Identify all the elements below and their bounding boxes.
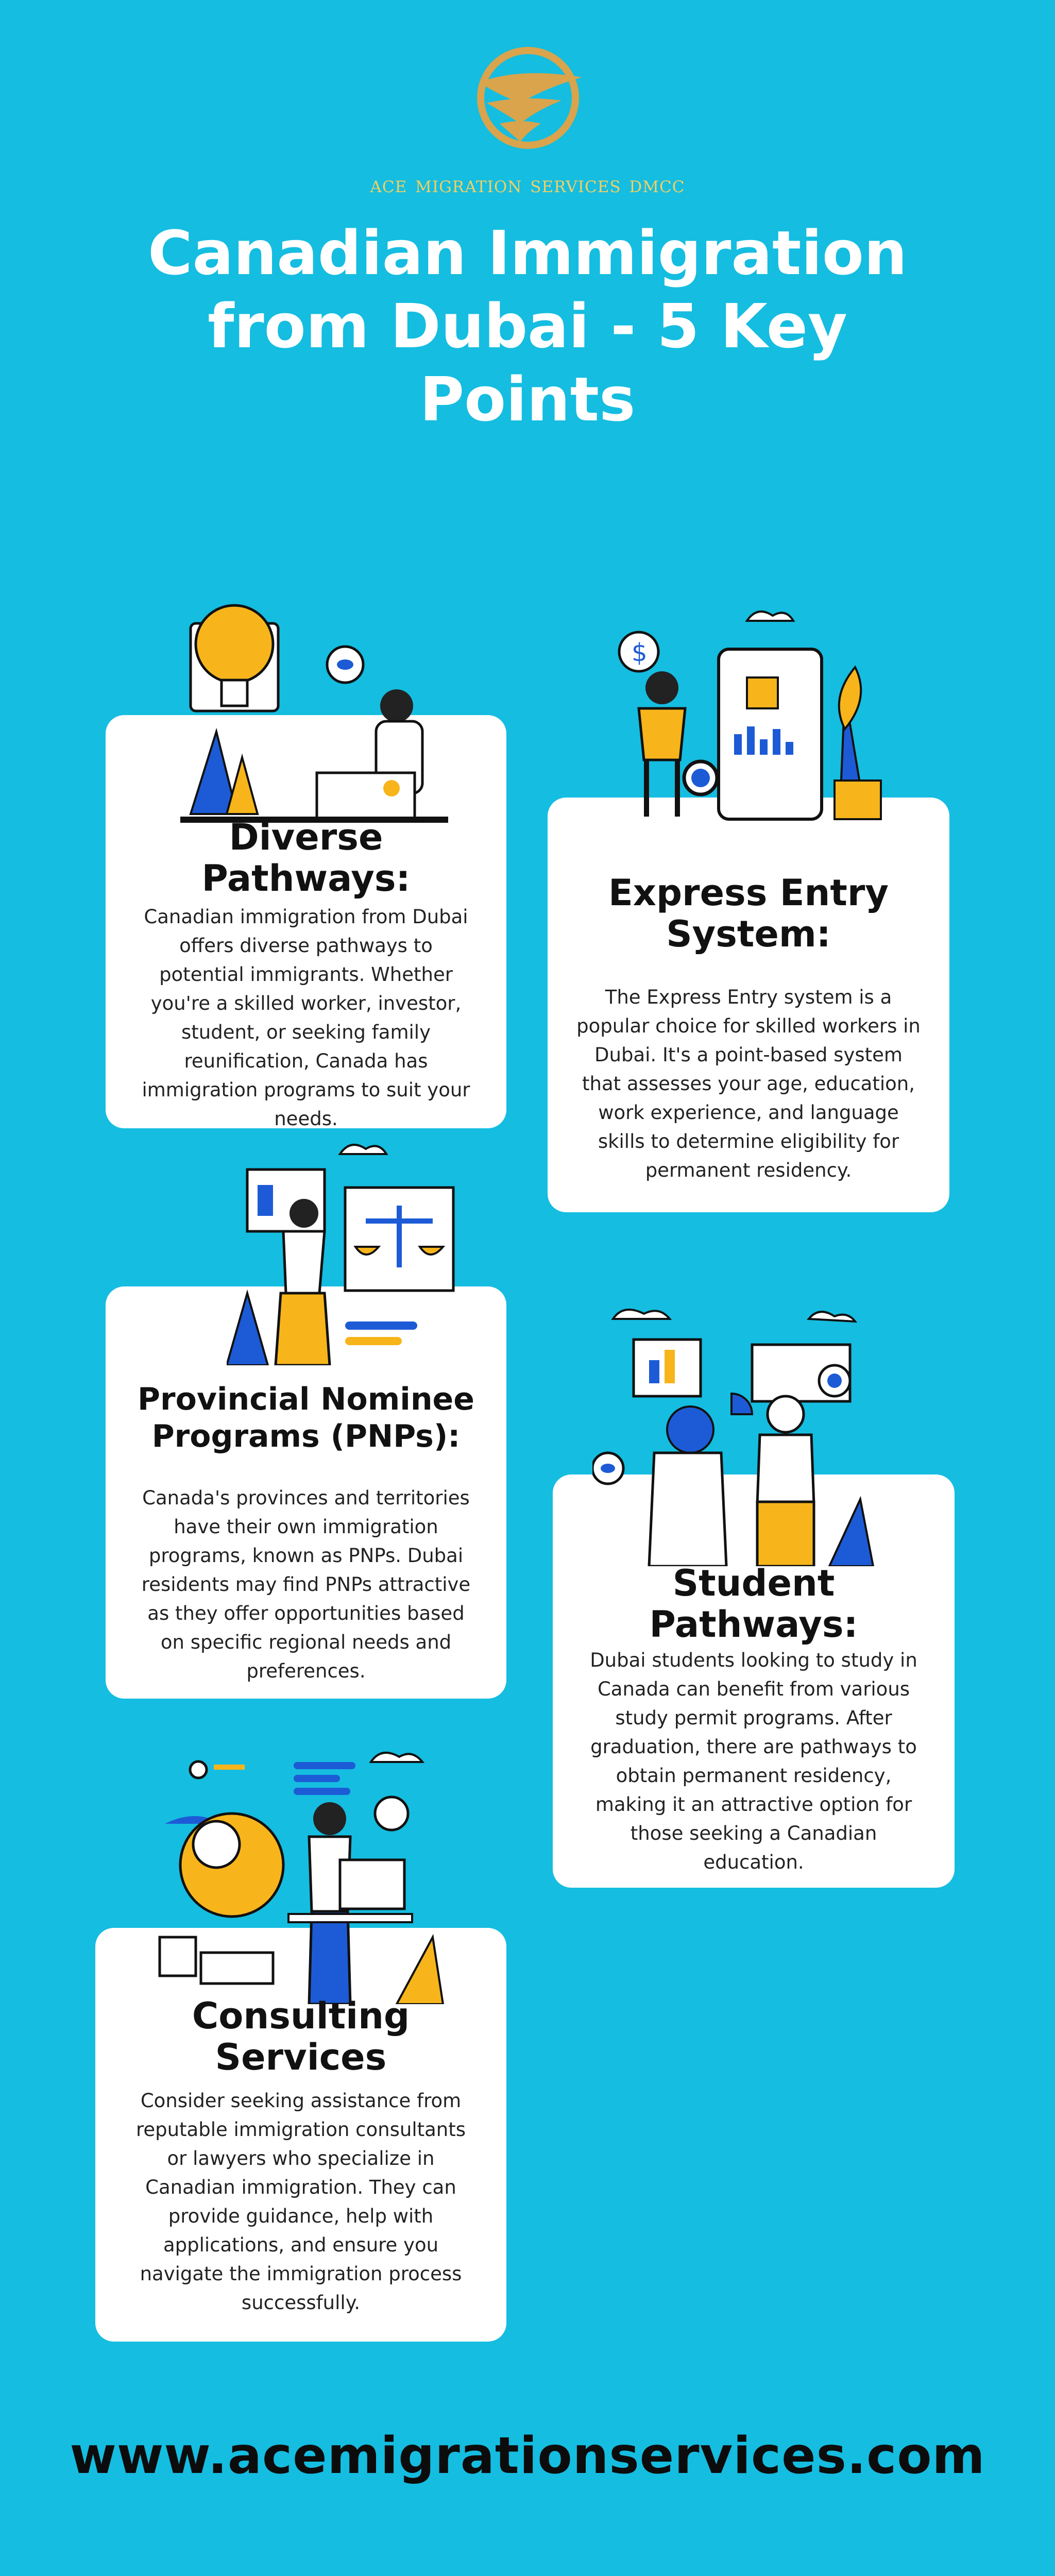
card-body: Canada's provinces and territories have their own immigration programs, known as PNPs. Dubai residents may find PNPs attractive as they offer opportunities based on specific regional needs and preferences.: [141, 1487, 471, 1682]
bird-logo-icon: [458, 46, 598, 149]
phone-analytics-illustration-icon: [603, 600, 891, 822]
card-body: Dubai students looking to study in Canada can benefit from various study permit programs. After graduation, there are pathways to obtain permanent residency, making it an attractive option for those seeking a Canadian education.: [590, 1649, 917, 1873]
title-line: Consulting: [192, 1995, 410, 2037]
card-body: Canadian immigration from Dubai offers diverse pathways to potential immigrants. Whether you're a skilled worker, investor, student, or seeking family reunification, Canada has immigration programs to suit your needs.: [142, 906, 470, 1130]
title-line: Points: [419, 364, 636, 435]
students-presentation-illustration-icon: [592, 1298, 901, 1566]
title-line: Services: [215, 2036, 387, 2078]
page-title: [90, 216, 965, 436]
title-line: Pathways:: [649, 1603, 858, 1646]
title-line: from Dubai - 5 Key: [208, 291, 847, 362]
consultant-desk-illustration-icon: [155, 1741, 464, 2004]
title-line: Provincial Nominee: [138, 1381, 474, 1417]
card-title: [553, 1563, 955, 1645]
title-line: Pathways:: [201, 857, 411, 900]
title-line: Programs (PNPs):: [151, 1418, 461, 1454]
title-line: Diverse: [229, 816, 383, 858]
title-line: System:: [666, 913, 831, 955]
svg-text:$: $: [632, 638, 648, 667]
title-line: Express Entry: [608, 872, 889, 914]
card-title: [106, 817, 506, 899]
card-title: [106, 1381, 506, 1455]
balance-scale-illustration-icon: [227, 1139, 469, 1365]
brand-name: ACE MIGRATION SERVICES DMCC: [370, 178, 685, 196]
idea-lightbulb-illustration-icon: [170, 587, 458, 829]
website-url: www.acemigrationservices.com: [70, 2427, 985, 2485]
card-body: Consider seeking assistance from reputable immigration consultants or lawyers who specialize in Canadian immigration. They can provide guidance, help with applications, and ensure you navigate the immigration process successfully.: [135, 2090, 466, 2314]
title-line: Canadian Immigration: [148, 217, 907, 289]
title-line: Student: [672, 1562, 835, 1604]
card-title: [548, 872, 949, 955]
card-title: [95, 1995, 506, 2078]
card-body: The Express Entry system is a popular choice for skilled workers in Dubai. It's a point-based system that assesses your age, education, work experience, and language skills to determine eligibility for permanent residency.: [576, 986, 921, 1181]
